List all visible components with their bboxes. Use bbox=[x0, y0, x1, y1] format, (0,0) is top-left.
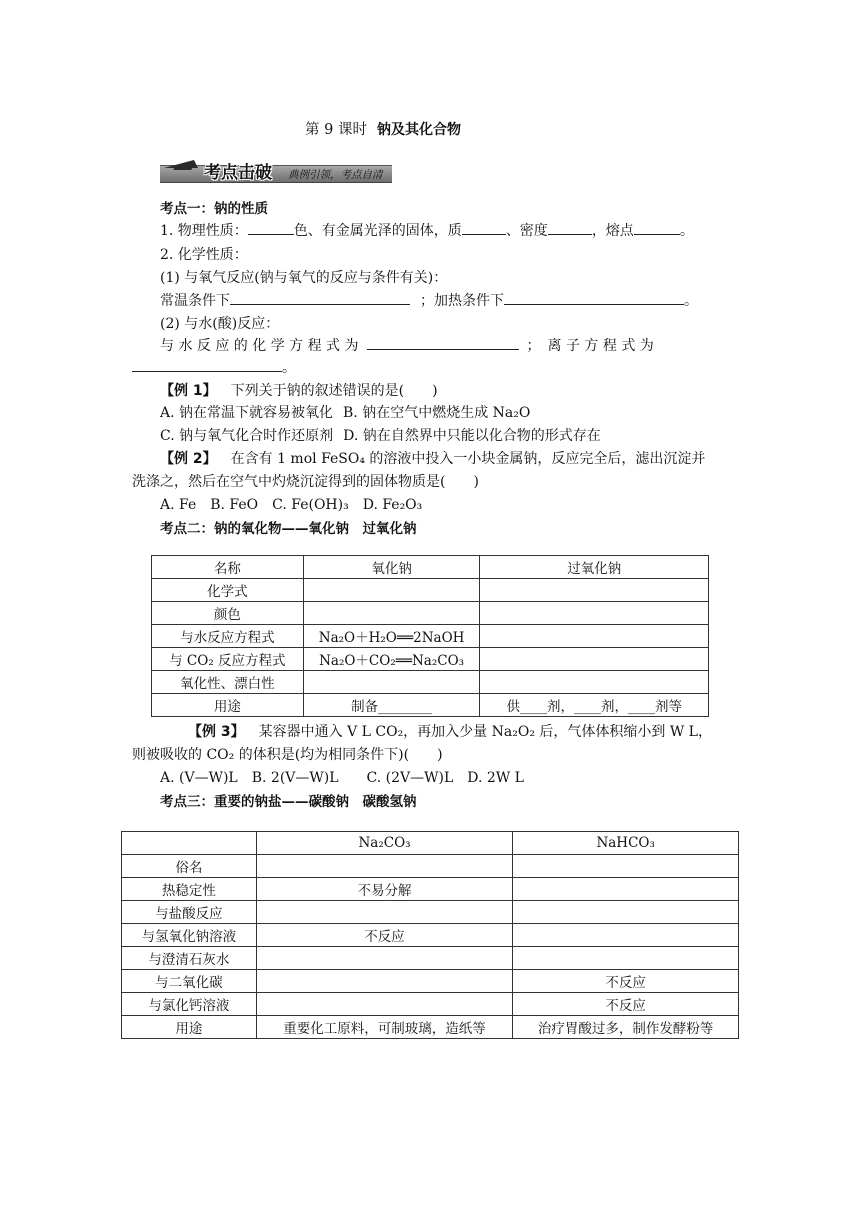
row-label: 用途 bbox=[152, 694, 304, 717]
table-cell bbox=[256, 947, 513, 970]
example-label: 【例 3】 bbox=[188, 724, 245, 740]
table-cell bbox=[303, 671, 480, 694]
table-cell: 不反应 bbox=[513, 993, 739, 1016]
row-label: 与 CO₂ 反应方程式 bbox=[152, 648, 304, 671]
blank bbox=[548, 220, 592, 235]
table-cell bbox=[256, 855, 513, 878]
table-cell bbox=[513, 855, 739, 878]
example-3-question bbox=[188, 721, 712, 741]
oxygen-reaction-line: (1) 与氧气反应(钠与氧气的反应与条件有关)： bbox=[160, 270, 448, 286]
text-seg: 。 bbox=[282, 360, 296, 376]
option-b: B. 钠在空气中燃烧生成 Na₂O bbox=[343, 405, 531, 421]
header-cell: 过氧化钠 bbox=[480, 556, 709, 579]
condition-line bbox=[160, 290, 698, 310]
table-cell bbox=[513, 924, 739, 947]
table-row bbox=[122, 947, 739, 970]
table-cell: Na₂O＋CO₂══Na₂CO₃ bbox=[303, 648, 480, 671]
table-cell bbox=[480, 602, 709, 625]
header-cell: NaHCO₃ bbox=[513, 832, 739, 855]
table-cell bbox=[480, 648, 709, 671]
table-cell bbox=[303, 602, 480, 625]
example-1-options-cd bbox=[160, 425, 601, 445]
sodium-oxides-table bbox=[151, 555, 709, 717]
header-cell: 名称 bbox=[152, 556, 304, 579]
table-row bbox=[152, 625, 709, 648]
table-cell bbox=[303, 579, 480, 602]
table-cell: 不反应 bbox=[513, 970, 739, 993]
example-2-question bbox=[160, 448, 705, 468]
row-label: 与二氧化碳 bbox=[122, 970, 257, 993]
blank bbox=[248, 220, 294, 235]
table-row bbox=[122, 855, 739, 878]
table-row bbox=[122, 993, 739, 1016]
banner-main-text: 考点击破 bbox=[204, 163, 272, 183]
text-seg: 1. 物理性质： bbox=[160, 223, 248, 239]
example-1-options-ab bbox=[160, 402, 530, 422]
equation-line bbox=[160, 335, 654, 355]
example-label: 【例 1】 bbox=[160, 383, 217, 399]
question-text: 下列关于钠的叙述错误的是( ) bbox=[230, 383, 438, 399]
section-2-heading: 考点二：钠的氧化物——氧化钠 过氧化钠 bbox=[160, 521, 417, 537]
table-cell: 治疗胃酸过多，制作发酵粉等 bbox=[513, 1016, 739, 1039]
table-cell bbox=[513, 878, 739, 901]
blank bbox=[230, 290, 410, 305]
example-2-question-cont: 洗涤之，然后在空气中灼烧沉淀得到的固体物质是( ) bbox=[132, 474, 479, 490]
table-row bbox=[152, 671, 709, 694]
water-reaction-line: (2) 与水(酸)反应： bbox=[160, 316, 280, 332]
section-banner bbox=[160, 158, 392, 184]
equation-line-2 bbox=[132, 357, 296, 377]
section-1-heading: 考点一：钠的性质 bbox=[160, 201, 268, 217]
question-text: 在含有 1 mol FeSO₄ 的溶液中投入一小块金属钠，反应完全后，滤出沉淀并 bbox=[230, 451, 706, 467]
example-label: 【例 2】 bbox=[160, 451, 217, 467]
table-row bbox=[152, 694, 709, 717]
table-row bbox=[122, 924, 739, 947]
table-cell bbox=[256, 970, 513, 993]
page-title bbox=[305, 118, 461, 139]
physical-properties-line bbox=[160, 220, 694, 240]
table-cell bbox=[256, 901, 513, 924]
table-cell: 重要化工原料，可制玻璃，造纸等 bbox=[256, 1016, 513, 1039]
blank bbox=[367, 335, 519, 350]
text-seg: 。 bbox=[679, 223, 694, 239]
table-row bbox=[122, 878, 739, 901]
option-d: D. 钠在自然界中只能以化合物的形式存在 bbox=[343, 428, 601, 444]
text-seg: ；加热条件下 bbox=[420, 293, 504, 309]
text-seg: 。 bbox=[684, 293, 698, 309]
row-label: 与氢氧化钠溶液 bbox=[122, 924, 257, 947]
table-row bbox=[152, 579, 709, 602]
table-row bbox=[152, 602, 709, 625]
row-label: 俗名 bbox=[122, 855, 257, 878]
table-cell: 不易分解 bbox=[256, 878, 513, 901]
table-cell: 不反应 bbox=[256, 924, 513, 947]
option-a: A. 钠在常温下就容易被氧化 bbox=[160, 405, 334, 421]
section-3-heading: 考点三：重要的钠盐——碳酸钠 碳酸氢钠 bbox=[160, 794, 417, 810]
example-2-options: A. Fe B. FeO C. Fe(OH)₃ D. Fe₂O₃ bbox=[160, 497, 423, 513]
airplane-wing-icon bbox=[173, 167, 193, 170]
header-cell bbox=[122, 832, 257, 855]
option-c: C. 钠与氧气化合时作还原剂 bbox=[160, 428, 334, 444]
text-seg: 与 水 反 应 的 化 学 方 程 式 为 bbox=[160, 338, 359, 354]
row-label: 氧化性、漂白性 bbox=[152, 671, 304, 694]
sodium-salts-table bbox=[121, 831, 739, 1039]
lesson-number: 第 9 课时 bbox=[305, 122, 367, 138]
table-cell bbox=[480, 579, 709, 602]
row-label: 热稳定性 bbox=[122, 878, 257, 901]
text-seg: 、密度 bbox=[505, 223, 548, 239]
example-3-question-cont: 则被吸收的 CO₂ 的体积是(均为相同条件下)( ) bbox=[132, 747, 443, 763]
header-cell: 氧化钠 bbox=[303, 556, 480, 579]
text-seg: ，熔点 bbox=[591, 223, 634, 239]
table-row bbox=[122, 901, 739, 924]
blank bbox=[462, 220, 506, 235]
lesson-topic: 钠及其化合物 bbox=[376, 122, 461, 138]
blank bbox=[504, 290, 684, 305]
blank bbox=[132, 357, 282, 372]
row-label: 与盐酸反应 bbox=[122, 901, 257, 924]
table-cell bbox=[480, 625, 709, 648]
row-label: 与氯化钙溶液 bbox=[122, 993, 257, 1016]
table-cell: Na₂O＋H₂O══2NaOH bbox=[303, 625, 480, 648]
text-seg: ； 离 子 方 程 式 为 bbox=[526, 338, 654, 354]
row-label: 颜色 bbox=[152, 602, 304, 625]
row-label: 与水反应方程式 bbox=[152, 625, 304, 648]
table-row bbox=[122, 970, 739, 993]
chemical-properties-line: 2. 化学性质： bbox=[160, 247, 248, 263]
table-header-row bbox=[122, 832, 739, 855]
banner-sub-text: 典例引领，考点自清 bbox=[288, 169, 383, 181]
row-label: 与澄清石灰水 bbox=[122, 947, 257, 970]
table-cell bbox=[513, 901, 739, 924]
table-cell bbox=[256, 993, 513, 1016]
table-cell: 供____剂，____剂，____剂等 bbox=[480, 694, 709, 717]
question-text: 某容器中通入 V L CO₂，再加入少量 Na₂O₂ 后，气体体积缩小到 W L， bbox=[258, 724, 712, 740]
header-cell: Na₂CO₃ bbox=[256, 832, 513, 855]
text-seg: 色、有金属光泽的固体，质 bbox=[293, 223, 462, 239]
row-label: 用途 bbox=[122, 1016, 257, 1039]
table-row bbox=[122, 1016, 739, 1039]
table-header-row bbox=[152, 556, 709, 579]
table-cell bbox=[513, 947, 739, 970]
example-1-question bbox=[160, 380, 438, 400]
blank bbox=[634, 220, 680, 235]
row-label: 化学式 bbox=[152, 579, 304, 602]
text-seg: 常温条件下 bbox=[160, 293, 230, 309]
example-3-options: A. (V—W)L B. 2(V—W)L C. (2V—W)L D. 2W L bbox=[160, 770, 524, 786]
table-cell: 制备________ bbox=[303, 694, 480, 717]
table-cell bbox=[480, 671, 709, 694]
table-row bbox=[152, 648, 709, 671]
